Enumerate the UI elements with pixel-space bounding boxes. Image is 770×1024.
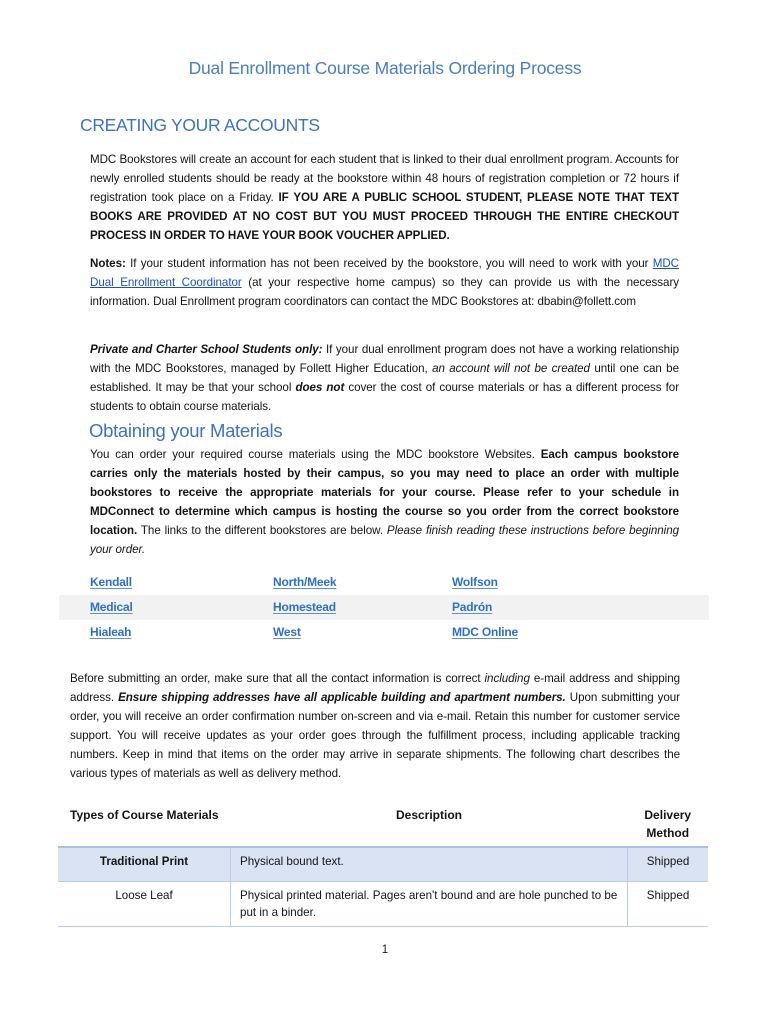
private-charter-label: Private and Charter School Students only: (90, 343, 323, 356)
private-bold-italic: does not (295, 381, 345, 394)
notes-label: Notes: (90, 257, 126, 270)
document-title: Dual Enrollment Course Materials Ordering Process (188, 58, 582, 78)
private-text-2: until one can be established. It may be that your school (90, 362, 679, 394)
bookstore-links-table (59, 570, 709, 645)
cell-type: Loose Leaf (58, 882, 231, 927)
private-italic: an account will not be created (432, 362, 590, 375)
header-types: Types of Course Materials (58, 803, 231, 847)
bookstore-link-kendall[interactable]: Kendall (90, 575, 132, 589)
paragraph-accounts-intro (90, 150, 679, 245)
cell-type: Traditional Print (58, 847, 231, 882)
bookstore-row (59, 570, 709, 595)
private-text-1: If your dual enrollment program does not have a working relationship with the MDC Bookstores, managed by Follett Higher Education, (90, 343, 679, 375)
coordinator-link[interactable]: MDC Dual Enrollment Coordinator (90, 257, 679, 289)
notes-text-2: (at your respective home campus) so they can provide us with the necessary information. Dual Enrollment program coordinators can contact the MDC Bookstores at: (90, 276, 679, 308)
bookstore-link-mdc-online[interactable]: MDC Online (452, 625, 518, 639)
notes-email: dbabin@follett.com (537, 295, 636, 308)
notes-text-1: If your student information has not been received by the bookstore, you will need to work with your (125, 257, 653, 270)
paragraph-ordering (70, 669, 680, 783)
heading-obtaining-materials: Obtaining your Materials (89, 420, 283, 441)
bookstore-link-hialeah[interactable]: Hialeah (90, 625, 132, 639)
table-header-row (58, 803, 708, 847)
accounts-intro-text: MDC Bookstores will create an account for each student that is linked to their dual enrollment program. Accounts for newly enrolled students should be ready at the bookstore within 48 hours of registration completion or 72 hours if registration took place on a Friday. (90, 153, 679, 204)
cell-delivery: Shipped (628, 847, 709, 882)
bookstore-link-padron[interactable]: Padrón (452, 600, 493, 614)
cell-description: Physical bound text. (231, 847, 628, 882)
page-number: 1 (381, 944, 389, 956)
cell-description: Physical printed material. Pages aren't bound and are hole punched to be put in a binder. (231, 882, 628, 927)
bookstore-link-west[interactable]: West (273, 625, 301, 639)
paragraph-private-charter (90, 340, 679, 416)
bookstore-link-homestead[interactable]: Homestead (273, 600, 336, 614)
heading-creating-accounts: CREATING YOUR ACCOUNTS (80, 115, 320, 135)
ordering-bold-italic: Ensure shipping addresses have all applicable building and apartment numbers. (118, 691, 566, 704)
public-school-notice: IF YOU ARE A PUBLIC SCHOOL STUDENT, PLEASE NOTE THAT TEXT BOOKS ARE PROVIDED AT NO COST BUT YOU MUST PROCEED THROUGH THE ENTIRE CHECKOUT PROCESS IN ORDER TO HAVE YOUR BOOK VOUCHER APPLIED. (90, 191, 679, 242)
private-text-3: cover the cost of course materials or has a different process for students to obtain course materials. (90, 381, 680, 413)
bookstore-link-medical[interactable]: Medical (90, 600, 133, 614)
cell-delivery: Shipped (628, 882, 709, 927)
ordering-text-3: Upon submitting your order, you will receive an order confirmation number on-screen and via e-mail. Retain this number for customer service support. You will receive updates as your order goes through the fulfillment process, including applicable tracking numbers. Keep in mind that items on the order may arrive in separate shipments. The following chart describes the various types of materials as well as delivery method. (70, 691, 680, 780)
materials-table (58, 803, 708, 927)
paragraph-notes (90, 254, 679, 311)
table-row (58, 847, 708, 882)
obtaining-bold: Each campus bookstore carries only the materials hosted by their campus, so you may need to place an order with multiple bookstores to receive the appropriate materials for your course. Please refer to your schedule in MDConnect to determine which campus is hosting the course so you order from the correct bookstore location. (90, 448, 679, 537)
bookstore-row (59, 620, 709, 645)
ordering-italic: including (484, 672, 530, 685)
ordering-text-2: e-mail address and shipping address. (70, 672, 680, 704)
bookstore-link-wolfson[interactable]: Wolfson (452, 575, 498, 589)
obtaining-text-1: You can order your required course materials using the MDC bookstore Websites. (90, 448, 541, 461)
paragraph-obtaining (90, 445, 679, 559)
ordering-text-1: Before submitting an order, make sure that all the contact information is correct (70, 672, 485, 685)
header-delivery-method: Delivery Method (628, 803, 709, 847)
table-row (58, 882, 708, 927)
bookstore-link-north-meek[interactable]: North/Meek (273, 575, 337, 589)
header-description: Description (231, 803, 628, 847)
bookstore-row (59, 595, 709, 620)
obtaining-text-2: The links to the different bookstores are below. (137, 524, 387, 537)
obtaining-italic: Please finish reading these instructions before beginning your order. (90, 524, 680, 556)
